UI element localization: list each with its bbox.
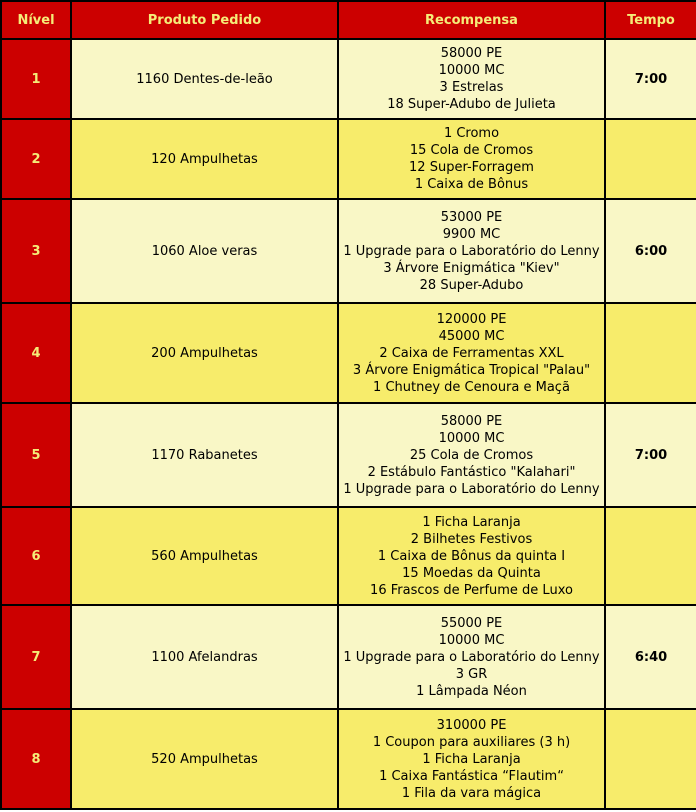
reward-item: 1 Caixa de Bônus da quinta I [377,548,566,564]
reward-item: 1 Upgrade para o Laboratório do Lenny [343,243,600,259]
reward-item: 3 Árvore Enigmática "Kiev" [383,260,560,276]
reward-item: 2 Caixa de Ferramentas XXL [379,345,564,361]
time-cell: 7:00 [605,39,696,119]
header-time: Tempo [605,1,696,39]
level-cell: 5 [1,403,71,507]
reward-item: 2 Estábulo Fantástico "Kalahari" [367,464,576,480]
reward-cell [338,39,605,119]
reward-item: 310000 PE [436,717,507,733]
time-cell [605,507,696,605]
header-product: Produto Pedido [71,1,338,39]
reward-item: 1 Caixa Fantástica “Flautim“ [379,768,564,784]
reward-item: 10000 MC [438,63,505,78]
reward-item: 1 Upgrade para o Laboratório do Lenny [343,649,600,665]
reward-cell [338,709,605,809]
time-cell [605,709,696,809]
reward-item: 3 Árvore Enigmática Tropical "Palau" [352,362,591,378]
reward-item: 58000 PE [440,46,503,61]
product-cell: 1100 Afelandras [71,605,338,709]
product-cell: 520 Ampulhetas [71,709,338,809]
table-row [1,119,696,199]
reward-item: 1 Chutney de Cenoura e Maçã [373,379,570,395]
product-cell: 120 Ampulhetas [71,119,338,199]
table-row [1,39,696,119]
reward-item: 1 Fila da vara mágica [401,785,542,801]
reward-item: 1 Ficha Laranja [422,514,521,530]
reward-item: 1 Ficha Laranja [422,751,521,767]
table-row [1,403,696,507]
reward-cell [338,199,605,303]
time-cell [605,303,696,403]
reward-item: 12 Super-Forragem [409,160,534,175]
reward-item: 3 GR [455,666,488,682]
reward-item: 1 Cromo [443,126,500,141]
time-cell [605,119,696,199]
reward-cell [338,303,605,403]
product-cell: 1160 Dentes-de-leão [71,39,338,119]
level-cell: 6 [1,507,71,605]
table-row [1,605,696,709]
reward-item: 28 Super-Adubo [419,277,524,293]
table-body [1,39,696,809]
reward-cell [338,605,605,709]
header-row [1,1,696,39]
reward-item: 1 Caixa de Bônus [414,177,529,192]
reward-cell [338,507,605,605]
reward-cell [338,119,605,199]
time-cell: 6:00 [605,199,696,303]
reward-item: 55000 PE [440,615,503,631]
reward-item: 45000 MC [438,328,505,344]
reward-item: 25 Cola de Cromos [409,447,534,463]
header-level: Nível [1,1,71,39]
reward-item: 15 Moedas da Quinta [402,565,541,581]
table-row [1,507,696,605]
reward-item: 53000 PE [440,209,503,225]
reward-item: 3 Estrelas [439,80,504,95]
reward-item: 10000 MC [438,430,505,446]
reward-item: 10000 MC [438,632,505,648]
reward-item: 2 Bilhetes Festivos [410,531,533,547]
level-cell: 7 [1,605,71,709]
level-cell: 4 [1,303,71,403]
table-row [1,199,696,303]
reward-item: 15 Cola de Cromos [409,143,534,158]
reward-item: 16 Frascos de Perfume de Luxo [370,582,573,598]
level-cell: 2 [1,119,71,199]
reward-item: 1 Coupon para auxiliares (3 h) [372,734,571,750]
reward-item: 120000 PE [436,311,507,327]
reward-cell [338,403,605,507]
level-cell: 3 [1,199,71,303]
level-cell: 8 [1,709,71,809]
header-reward: Recompensa [338,1,605,39]
table-row [1,303,696,403]
time-cell: 7:00 [605,403,696,507]
reward-item: 1 Lâmpada Néon [416,683,527,699]
reward-item: 18 Super-Adubo de Julieta [387,97,556,112]
product-cell: 200 Ampulhetas [71,303,338,403]
reward-item: 1 Upgrade para o Laboratório do Lenny [343,481,600,497]
reward-item: 58000 PE [440,413,503,429]
reward-item: 9900 MC [442,226,501,242]
product-cell: 1170 Rabanetes [71,403,338,507]
product-cell: 560 Ampulhetas [71,507,338,605]
time-cell: 6:40 [605,605,696,709]
product-cell: 1060 Aloe veras [71,199,338,303]
level-cell: 1 [1,39,71,119]
table-row [1,709,696,809]
